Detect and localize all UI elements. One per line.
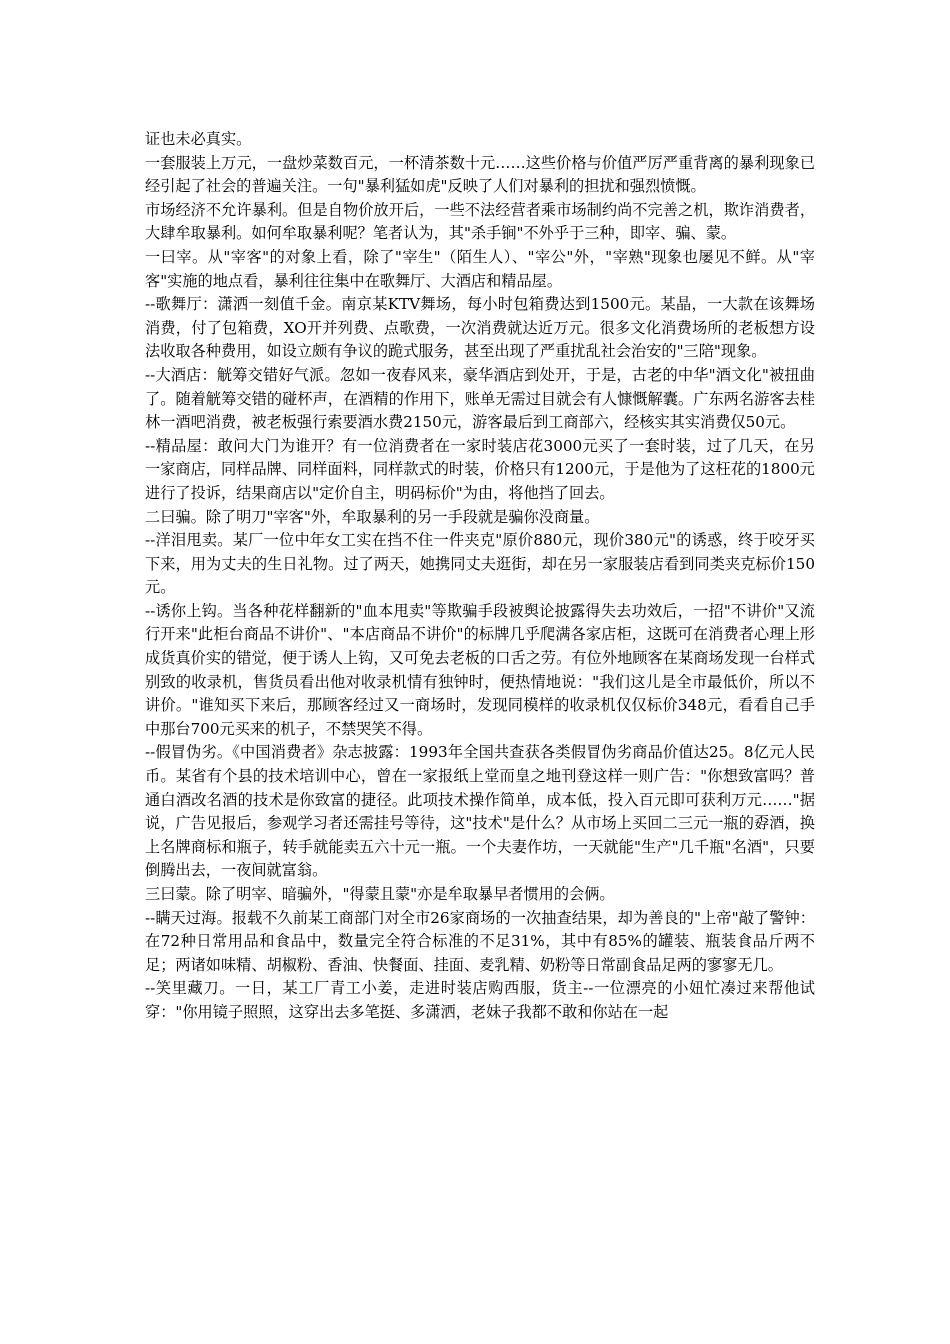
paragraph: --笑里藏刀。一日，某工厂青工小姜，走进时装店购西服，货主--一位漂亮的小妞忙凑过来帮他试穿："你用镜子照照，这穿出去多笔挺、多潇洒，老妹子我都不敢和你站在一起 [145, 979, 815, 1021]
paragraph: --精品屋：敢问大门为谁开？有一位消费者在一家时装店花3000元买了一套时装，过了几天，在另一家商店，同样品牌、同样面料，同样款式的时装，价格只有1200元，于是他为了这枉花的1800元进行了投诉，结果商店以"定价自主，明码标价"为由，将他挡了回去。 [145, 436, 815, 502]
paragraph: 一曰宰。从"宰客"的对象上看，除了"宰生"（陌生人）、"宰公"外，"宰熟"现象也屡见不鲜。从"宰客"实施的地点看，暴利往往集中在歌舞厅、大酒店和精品屋。 [145, 247, 815, 290]
paragraph: --瞒天过海。报载不久前某工商部门对全市26家商场的一次抽查结果，却为善良的"上帝"敲了警钟：在72种日常用品和食品中，数量完全符合标准的不足31%，其中有85%的罐装、瓶装食品斤两不足；两诸如味精、胡椒粉、香油、快餐面、挂面、麦乳精、奶粉等日常副食品足两的寥寥无几。 [145, 908, 815, 974]
paragraph: 二曰骗。除了明刀"宰客"外，牟取暴利的另一手段就是骗你没商量。 [145, 507, 600, 526]
paragraph: 三曰蒙。除了明宰、暗骗外，"得蒙且蒙"亦是牟取暴早者惯用的会俩。 [145, 885, 615, 903]
paragraph: --歌舞厅：潇洒一刻值千金。南京某KTV舞场，每小时包箱费达到1500元。某晶，一大款在该舞场消费，付了包箱费，XO开并列费、点歌费，一次消费就达近万元。很多文化消费场所的老板想方设法收取各种费用，如设立颇有争议的跪式服务，甚至出现了严重扰乱社会治安的"三陪"现象。 [145, 295, 815, 361]
document-body [145, 128, 815, 1025]
paragraph: 证也未必真实。 [145, 130, 252, 148]
paragraph: 一套服装上万元，一盘炒菜数百元，一杯清茶数十元……这些价格与价值严厉严重背离的暴利现象已经引起了社会的普遍关注。一句"暴利猛如虎"反映了人们对暴利的担扰和强烈愤慨。 [145, 153, 815, 196]
paragraph: 市场经济不允许暴利。但是自物价放开后，一些不法经营者乘市场制约尚不完善之机，欺诈消费者，大肆牟取暴利。如何牟取暴利呢？笔者认为，其"杀手锏"不外乎于三种，即宰、骗、蒙。 [145, 200, 815, 243]
paragraph: --诱你上钩。当各种花样翻新的"血本甩卖"等欺骗手段被舆论披露得失去功效后，一招"不讲价"又流行开来"此柜台商品不讲价"、"本店商品不讲价"的标牌几乎爬满各家店柜，这既可在消费者心理上形成货真价实的错觉，便于诱人上钩，又可免去老板的口舌之劳。有位外地顾客在某商场发现一台样式别致的收录机，售货员看出他对收录机情有独钟时，便热情地说："我们这儿是全市最低价，所以不讲价。"谁知买下来后，那顾客经过又一商场时，发现同模样的收录机仅仅标价348元，看看自己手中那台700元买来的机子，不禁哭笑不得。 [145, 601, 815, 738]
paragraph: --假冒伪劣。《中国消费者》杂志披露：1993年全国共查获各类假冒伪劣商品价值达25。8亿元人民币。某省有个县的技术培训中心，曾在一家报纸上堂而皇之地刊登这样一则广告："你想致富吗？普通白酒改名酒的技术是你致富的捷径。此项技术操作简单，成本低，投入百元即可获利万元……"据说，广告见报后，参观学习者还需挂号等待，这"技术"是什么？从市场上买回二三元一瓶的孬酒，换上名牌商标和瓶子，转手就能卖五六十元一瓶。一个夫妻作坊，一天就能"生产"几千瓶"名酒"，只要倒腾出去，一夜间就富翁。 [145, 743, 815, 880]
paragraph: --洋泪甩卖。某厂一位中年女工实在挡不住一件夹克"原价880元，现价380元"的诱惑，终于咬牙买下来，用为丈夫的生日礼物。过了两天，她携同丈夫逛街，却在另一家服装店看到同类夹克标价150元。 [145, 531, 815, 597]
paragraph: --大酒店：觥筹交错好气派。忽如一夜春风来，豪华酒店到处开，于是，古老的中华"酒文化"被扭曲了。随着觥筹交错的碰杯声，在酒精的作用下，账单无需过目就会有人慷慨解囊。广东两名游客去桂林一酒吧消费，被老板强行索要酒水费2150元，游客最后到工商部六，经核实其实消费仅50元。 [145, 365, 815, 432]
